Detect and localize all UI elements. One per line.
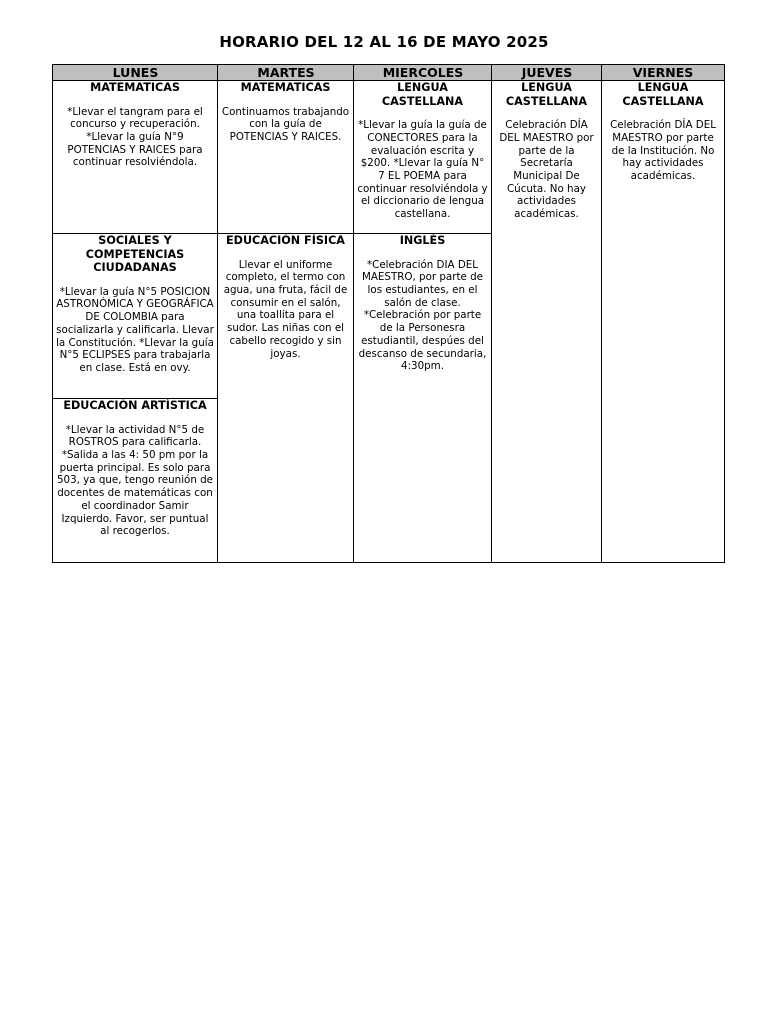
cell-jueves-lengua xyxy=(492,81,601,562)
cell-text: *Celebración DIA DEL MAESTRO, por parte de los estudiantes, en el salón de clase. *Celebración por parte de la Personesra estudiantil, despúes del descanso de secundaria, 4:30pm. xyxy=(358,258,487,373)
day-header-miercoles: MIERCOLES xyxy=(354,65,492,81)
cell-martes-educacion-fisica xyxy=(218,234,353,562)
cell-text: Celebración DÍA DEL MAESTRO por parte de la Secretaría Municipal De Cúcuta. No hay actividades académicas. xyxy=(499,119,594,221)
cell-text: Llevar el uniforme completo, el termo con agua, una fruta, fácil de consumir en el salón, una toallita para el sudor. Las niñas con el cabello recogido y sin joyas. xyxy=(223,258,348,360)
cell-text: *Llevar la actividad N°5 de ROSTROS para calificarla. *Salida a las 4: 50 pm por la puerta principal. Es solo para 503, ya que, tengo reunión de docentes de matemáticas con el coordinador Samir Izquierdo. Favor, ser puntual al recogerlos. xyxy=(56,423,214,538)
subject-label: LENGUA CASTELLANA xyxy=(381,81,464,108)
subject-label: EDUCACIÓN FÍSICA xyxy=(226,234,345,247)
subject-label: MATEMATICAS xyxy=(90,81,180,94)
subject-label: EDUCACIÓN ARTÍSTICA xyxy=(63,399,207,412)
subject-label: LENGUA CASTELLANA xyxy=(505,81,588,108)
page-title: HORARIO DEL 12 AL 16 DE MAYO 2025 xyxy=(219,33,549,51)
cell-text: *Llevar la guía N°5 POSICION ASTRONÓMICA Y GEOGRÁFICA DE COLOMBIA para socializarla y calificarla. Llevar la Constitución. *Llevar la guía N°5 ECLIPSES para trabajarla en clase. Está en ovy. xyxy=(56,285,214,374)
schedule-table xyxy=(52,64,725,563)
cell-text: *Llevar el tangram para el concurso y recuperación. *Llevar la guía N°9 POTENCIAS Y RAICES para continuar resolviéndola. xyxy=(67,105,203,169)
cell-lunes-sociales xyxy=(53,234,217,398)
cell-lunes-matematicas xyxy=(53,81,217,233)
cell-miercoles-ingles xyxy=(354,234,491,562)
cell-martes-matematicas xyxy=(218,81,353,233)
cell-text: Continuamos trabajando con la guía de POTENCIAS Y RAICES. xyxy=(221,105,350,143)
subject-label: MATEMATICAS xyxy=(240,81,331,94)
day-header-lunes: LUNES xyxy=(53,65,218,81)
subject-label: SOCIALES Y COMPETENCIAS CIUDADANAS xyxy=(85,234,185,275)
day-header-martes: MARTES xyxy=(218,65,354,81)
cell-text: Celebración DÍA DEL MAESTRO por parte de la Institución. No hay actividades académicas. xyxy=(610,119,716,182)
cell-lunes-artistica xyxy=(53,399,217,562)
cell-text: *Llevar la guía la guía de CONECTORES para la evaluación escrita y $200. *Llevar la guía N° 7 EL POEMA para continuar resolviéndola y el diccionario de lengua castellana. xyxy=(357,119,488,221)
day-header-jueves: JUEVES xyxy=(492,65,602,81)
subject-label: LENGUA CASTELLANA xyxy=(622,81,704,108)
cell-miercoles-lengua xyxy=(354,81,491,233)
cell-viernes-lengua xyxy=(602,81,724,562)
subject-label: INGLÉS xyxy=(399,234,446,247)
day-header-viernes: VIERNES xyxy=(602,65,724,81)
